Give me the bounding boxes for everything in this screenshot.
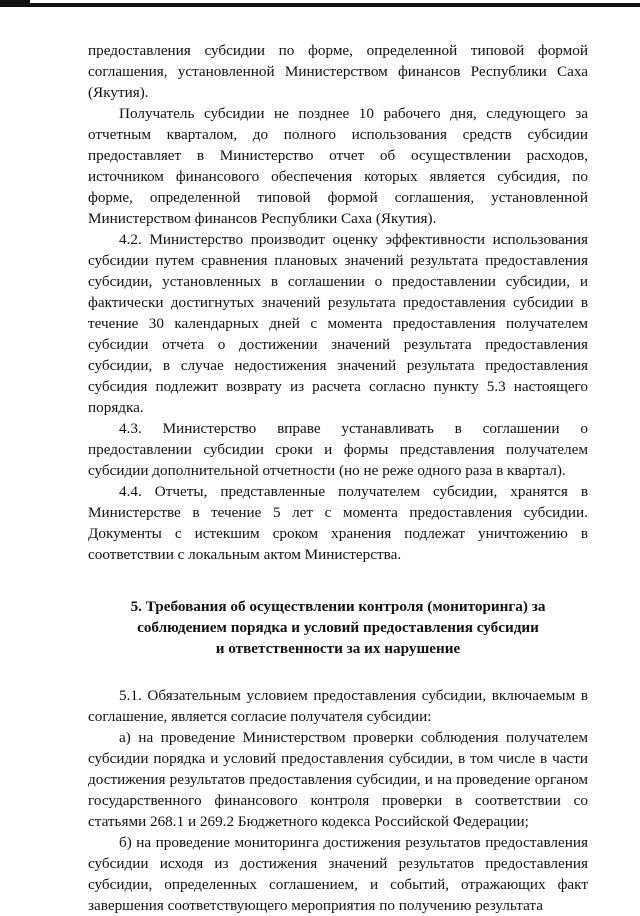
section-5-heading bbox=[88, 596, 588, 659]
document-page bbox=[88, 40, 588, 916]
paragraph-5-1-a: а) на проведение Министерством проверки соблюдения получателем субсидии порядка и условий предоставления субсидии, в том числе в части достижения результатов предоставления субсидии, и на проведение органом государственного финансового контроля проверки в соответствии со статьями 268.1 и 269.2 Бюджетного кодекса Российской Федерации; bbox=[88, 729, 588, 830]
paragraph-report-deadline: Получатель субсидии не позднее 10 рабочего дня, следующего за отчетным кварталом, до полного использования средств субсидии предоставляет в Министерство отчет об осуществлении расходов, источником финансового обеспечения которых является субсидия, по форме, определенной типовой формой соглашения, установленной Министерством финансов Республики Саха (Якутия). bbox=[88, 105, 588, 227]
paragraph-4-4: 4.4. Отчеты, представленные получателем субсидии, хранятся в Министерстве в течение 5 лет с момента предоставления субсидии. Документы с истекшим сроком хранения подлежат уничтожению в соответствии с локальным актом Министерства. bbox=[88, 483, 588, 563]
paragraph-continuation: предоставления субсидии по форме, определенной типовой формой соглашения, установленной Министерством финансов Республики Саха (Якутия). bbox=[88, 42, 588, 101]
section-heading-line-2: соблюдением порядка и условий предоставления субсидии bbox=[137, 619, 539, 636]
top-border-line bbox=[0, 3, 640, 7]
paragraph-4-3: 4.3. Министерство вправе устанавливать в соглашении о предоставлении субсидии сроки и формы представления получателем субсидии дополнительной отчетности (но не реже одного раза в квартал). bbox=[88, 420, 588, 479]
paragraph-5-1: 5.1. Обязательным условием предоставления субсидии, включаемым в соглашение, является согласие получателя субсидии: bbox=[88, 687, 588, 725]
paragraph-5-1-b: б) на проведение мониторинга достижения результатов предоставления субсидии исходя из достижения значений результатов предоставления субсидии, определенных соглашением, и событий, отражающих факт завершения соответствующего мероприятия по получению результата bbox=[88, 834, 588, 914]
section-heading-line-3: и ответственности за их нарушение bbox=[215, 640, 461, 657]
paragraph-4-2: 4.2. Министерство производит оценку эффективности использования субсидии путем сравнения плановых значений результата предоставления субсидии, установленных в соглашении о предоставлении субсидии, и фактически достигнутых значений результата предоставления субсидии в течение 30 календарных дней с момента предоставления получателем субсидии отчета о достижении значений результата предоставления субсидии, в случае недостижения значений результата предоставления субсидия подлежит возврату из расчета согласно пункту 5.3 настоящего порядка. bbox=[88, 231, 588, 416]
section-heading-line-1: 5. Требования об осуществлении контроля (мониторинга) за bbox=[130, 598, 546, 615]
